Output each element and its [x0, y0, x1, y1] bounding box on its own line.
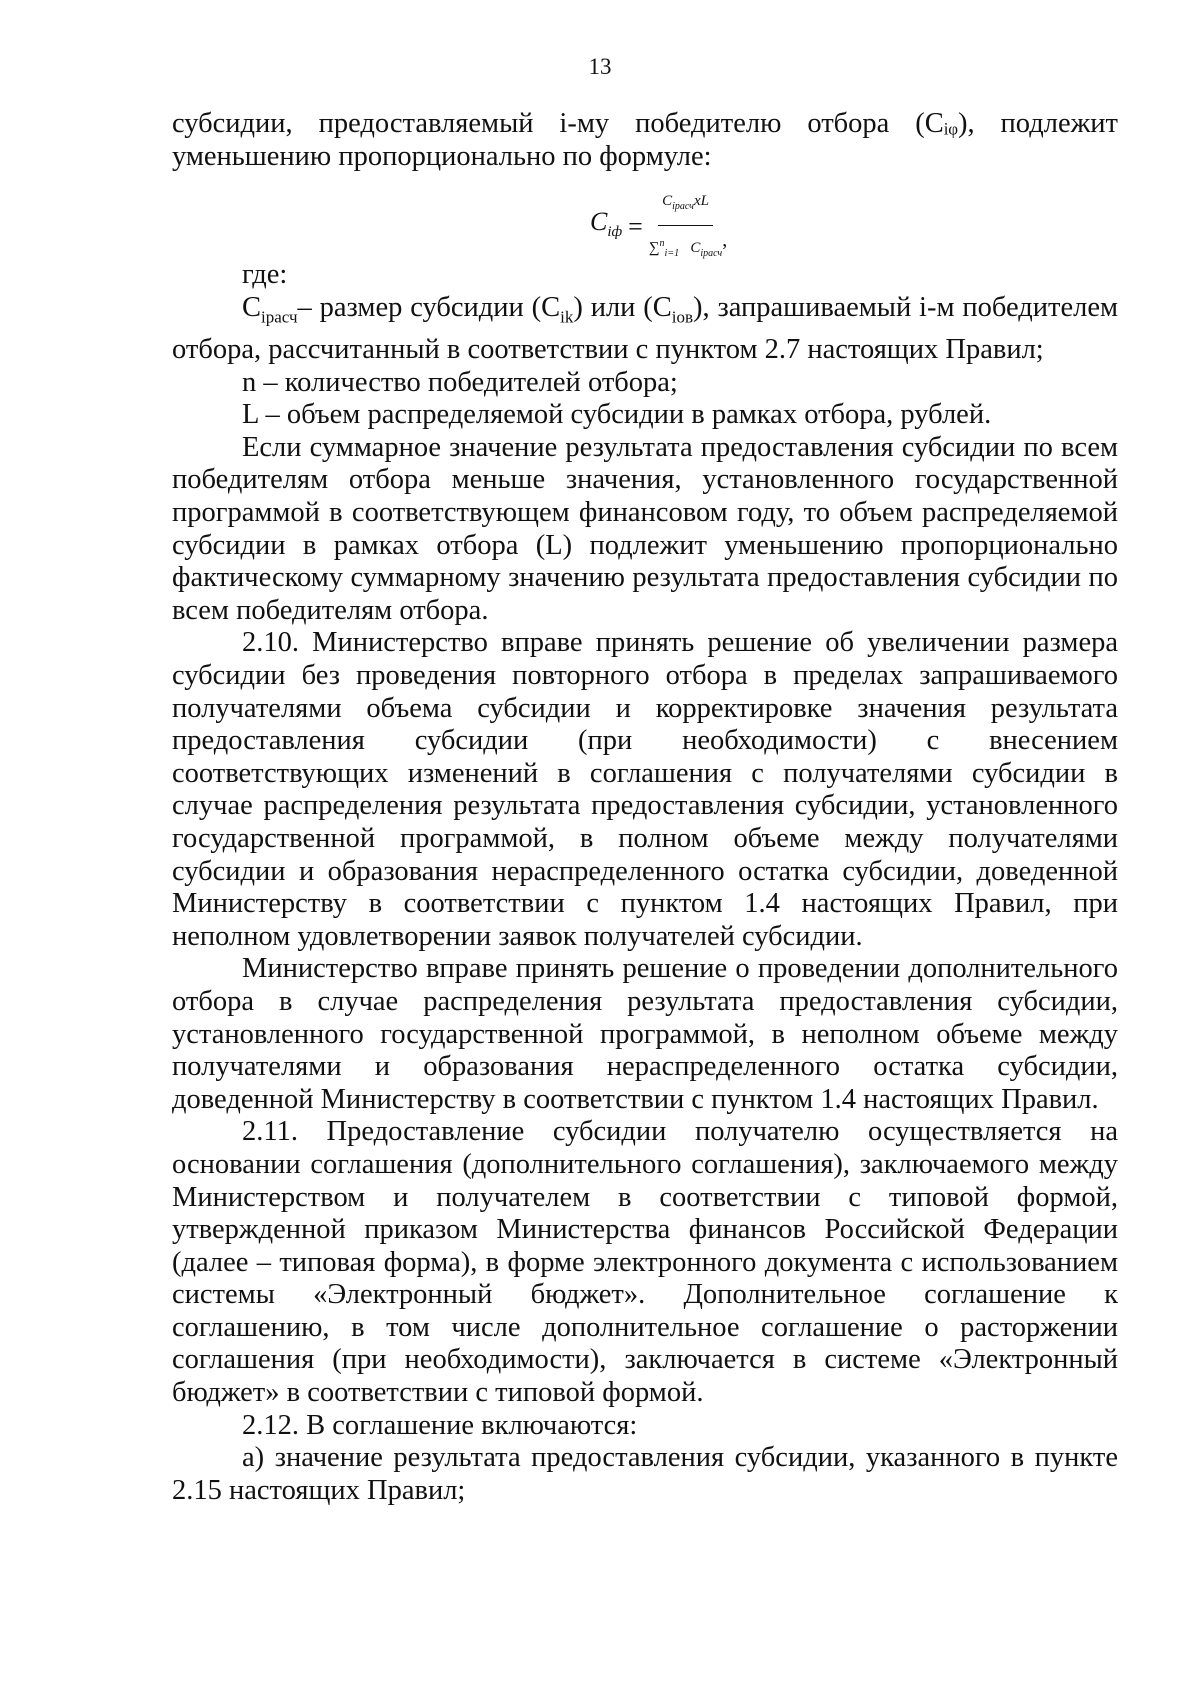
formula-block — [172, 173, 1118, 259]
subsidy-formula — [590, 185, 727, 270]
paragraph-l-definition: L – объем распределяемой субсидии в рамках отбора, рублей. — [242, 399, 992, 431]
document-body — [172, 108, 1118, 1507]
formula-lhs: $C_{iф}$ — [590, 207, 623, 241]
paragraph-2-12: 2.12. В соглашение включаются: — [242, 1409, 638, 1441]
formula-numerator: $C_{iрасч}xL$ — [658, 185, 713, 226]
formula-denominator: ∑$^n_{i=1}$ $C_{iрасч}$ — [648, 237, 723, 259]
formula-comma: , — [722, 228, 728, 251]
paragraph-ministry-additional: Министерство вправе принять решение о проведении дополнительного отбора в случае распределения результата предоставления субсидии, установленного государственной программой, в неполном объеме между получателями и образования нераспределенного остатка субсидии, доведенной Министерству в соответствии с пунктом 1.4 настоящих Правил. — [172, 953, 1118, 1115]
paragraph-c-definition: $C_{iрасч}-$ размер субсидии $(C_{ik})$ или $(C_{iов})$, запрашиваемый i-м победителем отбора, рассчитанный в соответствии с пунктом 2.7 настоящих Правил; — [172, 291, 1119, 366]
paragraph-intro: субсидии, предоставляемый i-му победителю отбора (Cᵢᵩ), подлежит уменьшению пропорционально по формуле: — [172, 108, 1118, 172]
paragraph-if-total: Если суммарное значение результата предоставления субсидии по всем победителям отбора меньше значения, установленного государственной программой в соответствующем финансовом году, то объем распределяемой субсидии в рамках отбора (L) подлежит уменьшению пропорционально фактическому суммарному значению результата предоставления субсидии по всем победителям отбора. — [172, 431, 1118, 626]
page-number: 13 — [588, 54, 612, 79]
formula-fraction — [649, 185, 722, 270]
paragraph-item-a: а) значение результата предоставления субсидии, указанного в пункте 2.15 настоящих Правил; — [172, 1442, 1118, 1506]
paragraph-n-definition: n – количество победителей отбора; — [242, 366, 678, 398]
paragraph-where: где: — [242, 259, 288, 291]
formula-equals: = — [628, 212, 643, 242]
paragraph-2-10: 2.10. Министерство вправе принять решение об увеличении размера субсидии без проведения повторного отбора в пределах запрашиваемого получателями объема субсидии и корректировке значения результата предоставления субсидии (при необходимости) с внесением соответствующих изменений в соглашения с получателями субсидии в случае распределения результата предоставления субсидии, установленного государственной программой, в полном объеме между получателями субсидии и образования нераспределенного остатка субсидии, доведенной Министерству в соответствии с пунктом 1.4 настоящих Правил, при неполном удовлетворении заявок получателей субсидии. — [172, 627, 1118, 952]
paragraph-2-11: 2.11. Предоставление субсидии получателю осуществляется на основании соглашения (дополнительного соглашения), заключаемого между Министерством и получателем в соответствии с типовой формой, утвержденной приказом Министерства финансов Российской Федерации (далее – типовая форма), в форме электронного документа с использованием системы «Электронный бюджет». Дополнительное соглашение к соглашению, в том числе дополнительное соглашение о расторжении соглашения (при необходимости), заключается в системе «Электронный бюджет» в соответствии с типовой формой. — [172, 1116, 1118, 1409]
